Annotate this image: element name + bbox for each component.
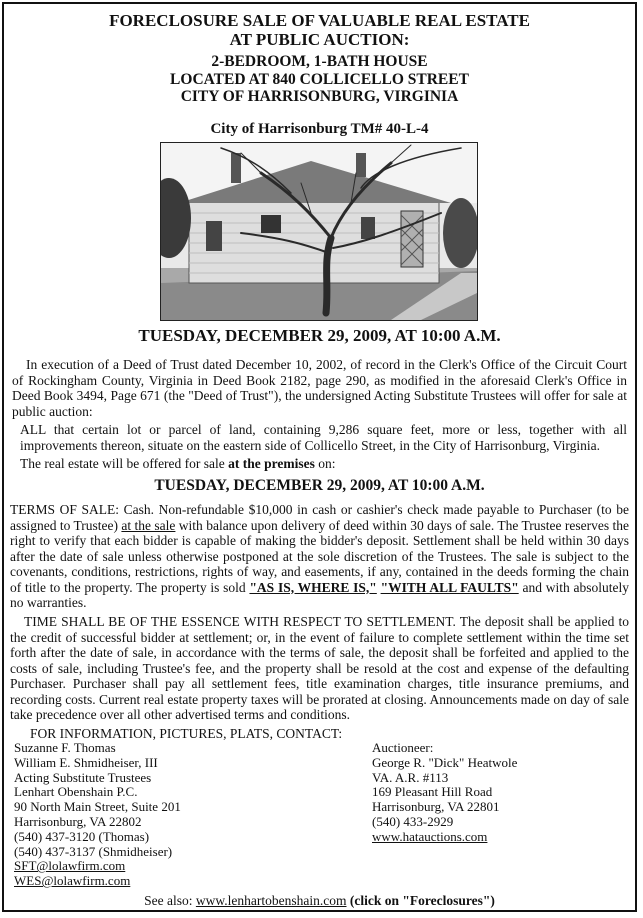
trustee-contact-block — [14, 741, 181, 889]
deed-of-trust-paragraph: In execution of a Deed of Trust dated December 10, 2002, of record in the Clerk's Office of the Circuit Court of Rockingham County, Virginia in Deed Book 2182, page 290, as modified in the aforesaid Clerk's Office in Deed Book 3494, Page 671 (the "Deed of Trust"), the undersigned Acting Substitute Trustees will offer for sale at public auction: — [12, 357, 627, 419]
sale-location-text: The real estate will be offered for sale — [20, 456, 229, 471]
sale-location-paragraph — [20, 456, 627, 472]
sale-location-suffix: on: — [314, 456, 336, 471]
property-line-1: 2-BEDROOM, 1-BATH HOUSE — [211, 53, 428, 70]
auctioneer-website-link[interactable]: www.hatauctions.com — [372, 828, 488, 844]
property-description — [4, 53, 635, 106]
contact-line: William E. Shmidheiser, III — [14, 754, 158, 770]
email-link-shmidheiser[interactable]: WES@lolawfirm.com — [14, 873, 131, 889]
see-also-label: See also: — [144, 893, 196, 908]
contact-line: (540) 433-2929 — [372, 813, 454, 829]
auctioneer-contact-block — [372, 741, 517, 845]
contact-line: Lenhart Obenshain P.C. — [14, 784, 138, 800]
terms-text-c: and with absolutely no warranties. — [10, 579, 629, 610]
law-firm-website-link[interactable]: www.lenhartobenshain.com — [195, 893, 347, 908]
terms-of-sale-paragraph — [10, 502, 629, 611]
contact-line: Suzanne F. Thomas — [14, 740, 116, 755]
house-photo — [160, 142, 478, 321]
property-legal-description: ALL that certain lot or parcel of land, containing 9,286 square feet, more or less, together with all improvements thereon, situate on the eastern side of Collicello Street, in the City of Harrisonburg, Virginia. — [20, 422, 627, 453]
contact-line: George R. "Dick" Heatwole — [372, 754, 518, 770]
auction-date-headline: TUESDAY, DECEMBER 29, 2009, AT 10:00 A.M. — [138, 326, 501, 345]
contact-heading: FOR INFORMATION, PICTURES, PLATS, CONTACT: — [30, 726, 343, 741]
email-link-thomas[interactable]: SFT@lolawfirm.com — [14, 858, 126, 874]
terms-text-a: TERMS OF SALE: Cash. Non-refundable $10,000 in cash or cashier's check made payable to Purchaser (to be assigned to Trustee) — [10, 502, 629, 533]
at-the-sale: at the sale — [121, 517, 176, 533]
contact-line: Harrisonburg, VA 22802 — [14, 813, 142, 829]
time-of-essence-paragraph: TIME SHALL BE OF THE ESSENCE WITH RESPECT TO SETTLEMENT. The deposit shall be applied to the credit of successful bidder at settlement; or, in the event of failure to complete settlement within the time set forth after the date of sale, in accordance with the terms of sale, the deposit shall be forfeited and applied to the costs of sale, including Trustee's fee, and the property shall be resold at the cost and expense of the defaulting Purchaser. Purchaser shall pay all settlement fees, title examination charges, title insurance premiums, and recording costs. Current real estate property taxes will be prorated at closing. Announcements made on day of sale take precedence over all other advertised terms and conditions. — [10, 614, 629, 722]
tax-map-number: City of Harrisonburg TM# 40-L-4 — [210, 121, 429, 137]
heading-line-1: FORECLOSURE SALE OF VALUABLE REAL ESTATE — [109, 11, 530, 30]
contact-line: (540) 437-3137 (Shmidheiser) — [14, 843, 173, 859]
terms-text-b: with balance upon delivery of deed within 30 days of sale. The Trustee reserves the right to verify that each bidder is capable of making the bidder's deposit. Settlement shall be held within 30 days after the date of sale unless otherwise postponed at the sole discretion of the Trustees. The sale is subject to the covenants, conditions, restrictions, rights of way, and easements, if any, contained in the deeds forming the chain of title to the property. The property is sold — [10, 517, 629, 595]
contact-line: 169 Pleasant Hill Road — [372, 784, 493, 800]
property-line-2: LOCATED AT 840 COLLICELLO STREET — [170, 70, 469, 88]
contact-line: Auctioneer: — [372, 740, 434, 755]
at-the-premises: at the premises — [228, 456, 315, 471]
contact-line: Acting Substitute Trustees — [14, 769, 152, 785]
contact-line: Harrisonburg, VA 22801 — [372, 799, 500, 815]
contact-line: 90 North Main Street, Suite 201 — [14, 799, 181, 815]
contact-line: VA. A.R. #113 — [372, 769, 449, 785]
contact-line: (540) 437-3120 (Thomas) — [14, 828, 150, 844]
foreclosure-notice — [2, 2, 637, 912]
with-all-faults-clause: "WITH ALL FAULTS" — [380, 579, 519, 595]
notice-heading — [4, 11, 635, 49]
auction-date-repeat: TUESDAY, DECEMBER 29, 2009, AT 10:00 A.M. — [154, 477, 485, 494]
see-also-footer — [4, 893, 635, 909]
house-photo-image — [161, 143, 477, 320]
foreclosures-hint: (click on "Foreclosures") — [346, 893, 495, 908]
heading-line-2: AT PUBLIC AUCTION: — [229, 30, 410, 49]
property-line-3: CITY OF HARRISONBURG, VIRGINIA — [180, 88, 459, 105]
as-is-clause: "AS IS, WHERE IS," — [249, 579, 377, 595]
